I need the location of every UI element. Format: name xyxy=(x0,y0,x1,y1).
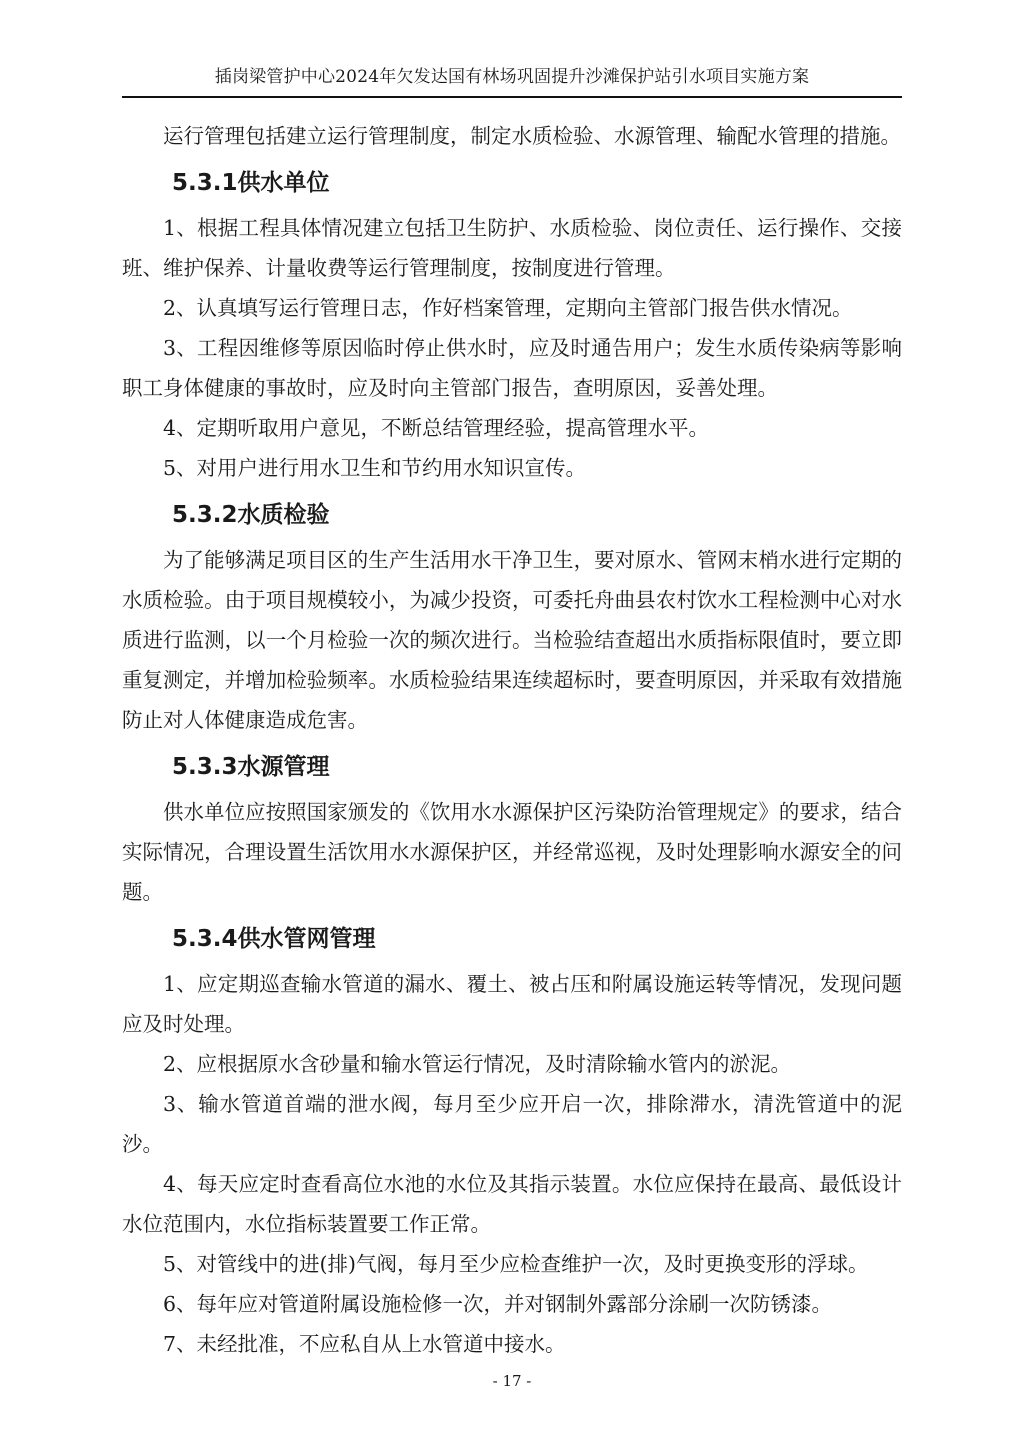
header-divider xyxy=(122,96,902,98)
paragraph: 1、应定期巡查输水管道的漏水、覆土、被占压和附属设施运转等情况，发现问题应及时处理。 xyxy=(122,972,902,1036)
section-heading-5-3-2: 5.3.2水质检验 xyxy=(172,502,330,528)
section-heading-5-3-3: 5.3.3水源管理 xyxy=(172,754,330,780)
section-heading-5-3-1: 5.3.1供水单位 xyxy=(172,170,330,196)
section-heading-5-3-4: 5.3.4供水管网管理 xyxy=(172,926,376,952)
paragraph: 7、未经批准，不应私自从上水管道中接水。 xyxy=(163,1332,566,1356)
paragraph: 5、对管线中的进(排)气阀，每月至少应检查维护一次，及时更换变形的浮球。 xyxy=(163,1252,869,1276)
paragraph: 5、对用户进行用水卫生和节约用水知识宣传。 xyxy=(163,456,587,480)
intro-paragraph: 运行管理包括建立运行管理制度，制定水质检验、水源管理、输配水管理的措施。 xyxy=(163,124,901,148)
document-body xyxy=(122,116,902,1364)
paragraph: 1、根据工程具体情况建立包括卫生防护、水质检验、岗位责任、运行操作、交接班、维护保养、计量收费等运行管理制度，按制度进行管理。 xyxy=(122,216,902,280)
page-number: - 17 - xyxy=(492,1372,532,1390)
paragraph: 6、每年应对管道附属设施检修一次，并对钢制外露部分涂刷一次防锈漆。 xyxy=(163,1292,833,1316)
paragraph: 2、认真填写运行管理日志，作好档案管理，定期向主管部门报告供水情况。 xyxy=(163,296,853,320)
paragraph: 为了能够满足项目区的生产生活用水干净卫生，要对原水、管网末梢水进行定期的水质检验。由于项目规模较小，为减少投资，可委托舟曲县农村饮水工程检测中心对水质进行监测，以一个月检验一次的频次进行。当检验结查超出水质指标限值时，要立即重复测定，并增加检验频率。水质检验结果连续超标时，要查明原因，并采取有效措施防止对人体健康造成危害。 xyxy=(122,548,902,732)
paragraph: 2、应根据原水含砂量和输水管运行情况，及时清除输水管内的淤泥。 xyxy=(163,1052,792,1076)
page-header-title: 插岗梁管护中心2024年欠发达国有林场巩固提升沙滩保护站引水项目实施方案 xyxy=(214,67,810,87)
paragraph: 4、定期听取用户意见，不断总结管理经验，提高管理水平。 xyxy=(163,416,710,440)
paragraph: 4、每天应定时查看高位水池的水位及其指示装置。水位应保持在最高、最低设计水位范围内，水位指标装置要工作正常。 xyxy=(122,1172,902,1236)
paragraph: 3、工程因维修等原因临时停止供水时，应及时通告用户；发生水质传染病等影响职工身体健康的事故时，应及时向主管部门报告，查明原因，妥善处理。 xyxy=(122,336,902,400)
paragraph: 3、输水管道首端的泄水阀，每月至少应开启一次，排除滞水，清洗管道中的泥沙。 xyxy=(122,1092,902,1156)
paragraph: 供水单位应按照国家颁发的《饮用水水源保护区污染防治管理规定》的要求，结合实际情况，合理设置生活饮用水水源保护区，并经常巡视，及时处理影响水源安全的问题。 xyxy=(122,800,902,904)
